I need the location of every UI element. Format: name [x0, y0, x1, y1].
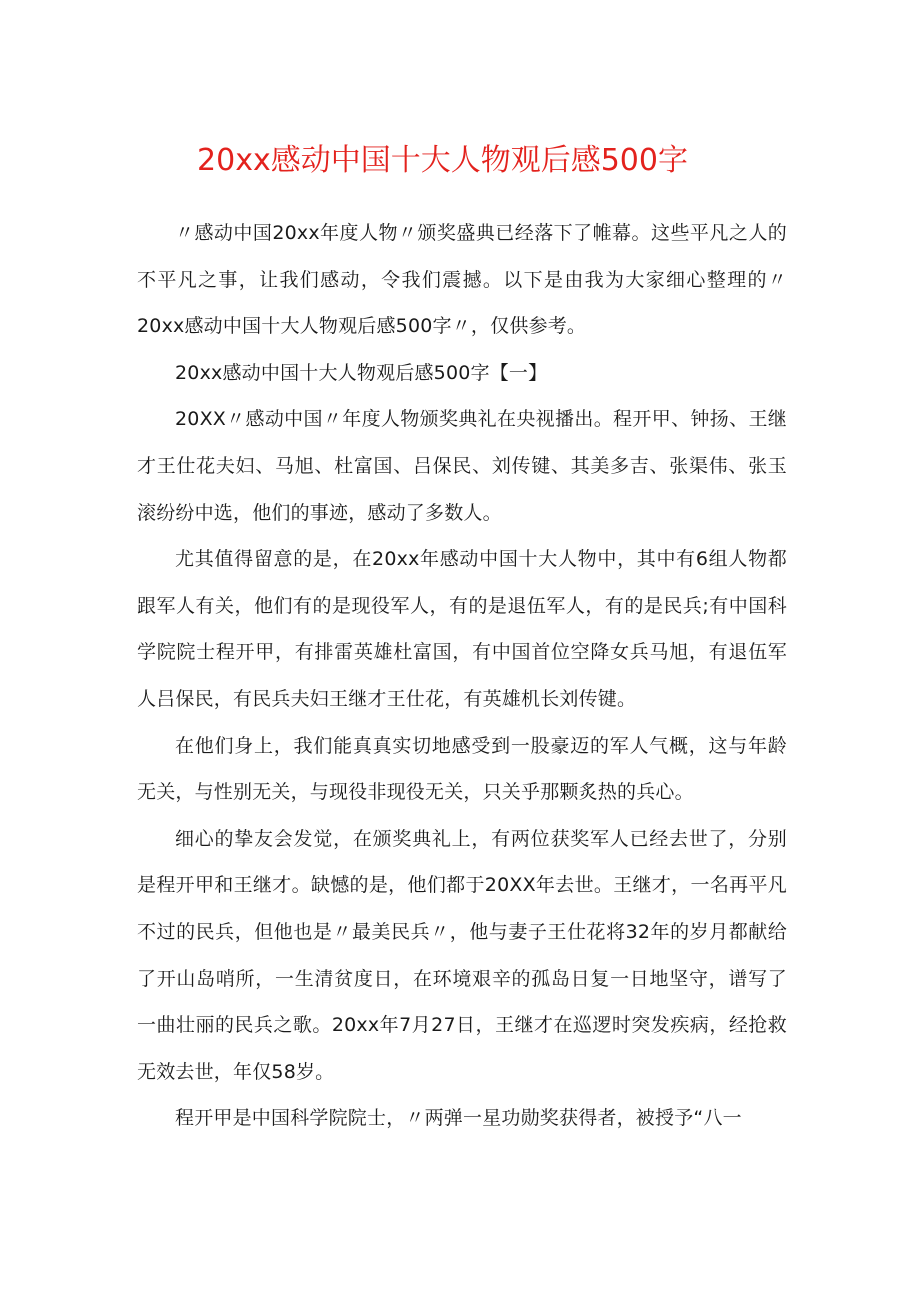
body-paragraph: 20XX〃感动中国〃年度人物颁奖典礼在央视播出。程开甲、钟扬、王继才王仕花夫妇、马旭、杜富国、吕保民、刘传键、其美多吉、张渠伟、张玉滚纷纷中选，他们的事迹，感动了多数人。: [137, 408, 787, 524]
document-body: [137, 210, 787, 1142]
body-paragraph: 在他们身上，我们能真真实切地感受到一股豪迈的军人气概，这与年龄无关，与性别无关，与现役非现役无关，只关乎那颗炙热的兵心。: [137, 734, 787, 804]
body-paragraph: 尤其值得留意的是，在20xx年感动中国十大人物中，其中有6组人物都跟军人有关，他们有的是现役军人，有的是退伍军人，有的是民兵;有中国科学院院士程开甲，有排雷英雄杜富国，有中国首位空降女兵马旭，有退伍军人吕保民，有民兵夫妇王继才王仕花，有英雄机长刘传键。: [137, 548, 787, 710]
body-paragraph: 程开甲是中国科学院院士，〃两弹一星功勋奖获得者，被授予“八一: [175, 1107, 742, 1130]
intro-paragraph: 〃感动中国20xx年度人物〃颁奖盛典已经落下了帷幕。这些平凡之人的不平凡之事，让我们感动，令我们震撼。以下是由我为大家细心整理的〃20xx感动中国十大人物观后感500字〃，仅供参考。: [137, 222, 787, 338]
document-title: 20xx感动中国十大人物观后感500字: [197, 143, 688, 178]
body-paragraph: 细心的挚友会发觉，在颁奖典礼上，有两位获奖军人已经去世了，分别是程开甲和王继才。缺憾的是，他们都于20XX年去世。王继才，一名再平凡不过的民兵，但他也是〃最美民兵〃，他与妻子王仕花将32年的岁月都献给了开山岛哨所，一生清贫度日，在环境艰辛的孤岛日复一日地坚守，谱写了一曲壮丽的民兵之歌。20xx年7月27日，王继才在巡逻时突发疾病，经抢救无效去世，年仅58岁。: [137, 827, 787, 1083]
section-heading: 20xx感动中国十大人物观后感500字【一】: [175, 361, 548, 384]
